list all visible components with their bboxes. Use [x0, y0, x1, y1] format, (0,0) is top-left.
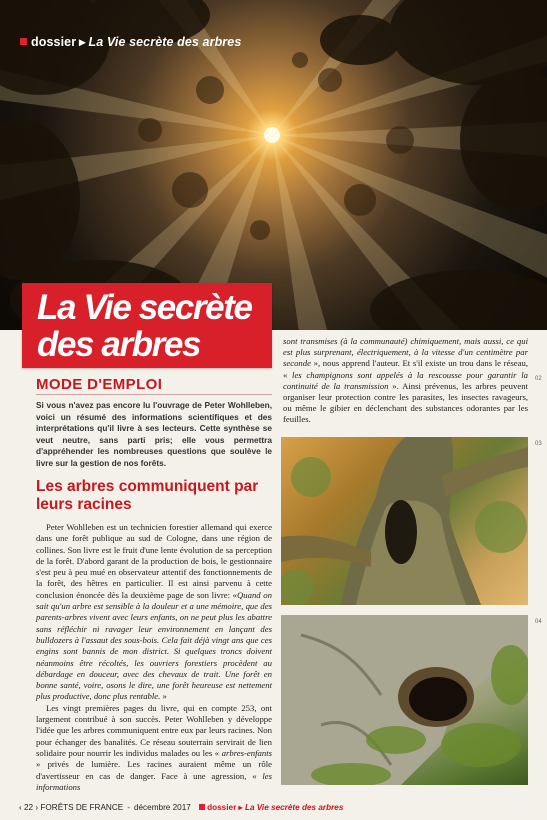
- red-square-marker: [199, 804, 205, 810]
- article-title: La Vie secrète des arbres: [37, 288, 252, 364]
- arrow-icon: ▸: [79, 35, 86, 49]
- hollow-tree-illustration: [281, 437, 528, 605]
- paragraph-2: Les vingt premières pages du livre, qui en compte 253, ont largement contribué à son succès. Peter Wohlleben y développe l'idée que les arbres communiquent entre eux par leurs racines. Non pour échanger des banalités. Ce réseau souterrain servirait de lien solidaire pour nourrir les individus malades ou les « arbres-enfants » privés de lumière. Les racines auraient même un rôle d'avertisseur en cas de danger. Face à une agression, « les informations: [36, 702, 272, 792]
- issue-date: décembre 2017: [133, 803, 191, 812]
- footer-title: La Vie secrète des arbres: [244, 803, 344, 812]
- red-square-marker: [20, 38, 27, 45]
- footer-section: dossier: [207, 803, 237, 812]
- photo-hollow-tree: [281, 437, 528, 605]
- arrow-icon: ▸: [238, 803, 243, 812]
- mode-emploi-heading: MODE D'EMPLOI: [36, 376, 163, 393]
- intro-paragraph: Si vous n'avez pas encore lu l'ouvrage de Peter Wohlleben, voici un résumé des informations scientifiques et des interprétations qu'il livre à ses lecteurs. Cette synthèse se veut neutre, sans parti pris; elle vous permettra d'appréhender les nombreuses questions que soulève le livre sur la gestion de nos forêts.: [36, 400, 272, 468]
- page-footer: ‹ 22 › FORÊTS DE FRANCE - décembre 2017 dossier ▸ La Vie secrète des arbres: [19, 803, 344, 812]
- subheading: Les arbres communiquent par leurs racines: [36, 478, 259, 513]
- photo-number-03: 03: [535, 441, 542, 447]
- magazine-name: FORÊTS DE FRANCE: [40, 803, 124, 812]
- photo-number-04: 04: [535, 619, 542, 625]
- paragraph-1: Peter Wohlleben est un technicien forestier allemand qui exerce dans une forêt publique au sud de Cologne, dans une région de collines. Son livre est le fruit d'une lente évolution de sa perception de la forêt. D'abord garant de la production de bois, le gestionnaire s'est peu à peu mué en observateur attentif des fonctionnements de la forêt, des hêtres en particulier. Il est ainsi parvenu à cette conclusion énoncée dès la deuxième page de son livre: «Quand on sait qu'un arbre est sensible à la douleur et a une mémoire, que des parents-arbres vivent avec leurs enfants, on ne peut plus les abattre sans réfléchir ni ravager leur environnement en lançant des bulldozers à l'assaut des sous-bois. Cela fait déjà vingt ans que ces engins sont bannis de mon district. Si quelques troncs doivent néanmoins être récoltés, les ouvriers forestiers procèdent au débardage en douceur, avec des chevaux de trait. Une forêt en bonne santé, voire, osons le dire, une forêt heureuse est nettement plus productive, donc plus rentable. »: [36, 522, 272, 702]
- tree-cavity-illustration: [281, 615, 528, 785]
- sun-rays-illustration: [0, 0, 547, 330]
- page-number: ‹ 22 ›: [19, 803, 39, 812]
- section-kicker: dossier ▸ La Vie secrète des arbres: [20, 34, 241, 49]
- photo-tree-cavity: [281, 615, 528, 785]
- hero-photo: [0, 0, 547, 330]
- body-text-left: [36, 522, 272, 793]
- photo-number-02: 02: [535, 376, 542, 382]
- body-text-right: sont transmises (à la communauté) chimiquement, mais aussi, ce qui est plus surprenant, électriquement, à la vitesse d'un centimètre par seconde », nous apprend l'auteur. Et s'il existe un trou dans le réseau, « les champignons sont appelés à la rescousse pour garantir la continuité de la transmission ». Ainsi prévenus, les arbres peuvent organiser leur protection contre les parasites, les insectes ravageurs, ou même le gibier en déclenchant des substances odorantes par les feuilles.: [283, 336, 529, 425]
- heading-rule: [36, 394, 272, 395]
- article-title-box: [22, 283, 272, 368]
